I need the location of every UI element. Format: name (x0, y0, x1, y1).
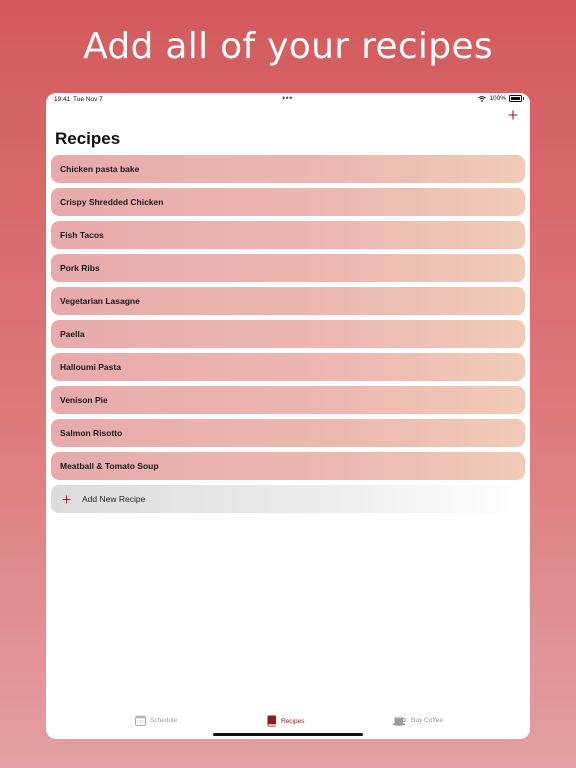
tab-recipes[interactable] (267, 715, 304, 727)
recipe-item[interactable] (51, 452, 525, 480)
plus-icon (62, 495, 71, 504)
tab-bar (46, 705, 530, 739)
add-new-recipe-label: Add New Recipe (82, 494, 146, 504)
add-new-recipe-button[interactable] (51, 485, 525, 513)
tab-schedule[interactable] (135, 715, 177, 726)
recipe-label: Vegetarian Lasagne (60, 296, 140, 306)
recipe-item[interactable] (51, 188, 525, 216)
device-screen (46, 93, 530, 739)
recipe-item[interactable] (51, 254, 525, 282)
multitasking-dots[interactable]: ••• (282, 93, 293, 103)
tab-buy-coffee[interactable] (392, 715, 443, 726)
recipe-item[interactable] (51, 320, 525, 348)
home-indicator[interactable] (213, 733, 363, 736)
tab-buy-coffee-label: Buy Coffee (411, 717, 444, 724)
battery-icon (509, 95, 522, 102)
status-bar (46, 93, 530, 107)
recipe-label: Crispy Shredded Chicken (60, 197, 164, 207)
recipe-item[interactable] (51, 386, 525, 414)
recipe-label: Meatball & Tomato Soup (60, 461, 159, 471)
plus-icon (506, 108, 520, 122)
promo-headline: Add all of your recipes (83, 26, 493, 67)
book-icon (267, 715, 277, 727)
recipe-list (51, 155, 525, 513)
recipe-item[interactable] (51, 221, 525, 249)
recipe-label: Chicken pasta bake (60, 164, 140, 174)
battery-percentage: 100% (489, 95, 506, 102)
recipe-label: Pork Ribs (60, 263, 100, 273)
tab-schedule-label: Schedule (150, 717, 178, 724)
recipe-item[interactable] (51, 419, 525, 447)
wifi-icon (478, 96, 486, 102)
coffee-cup-icon (392, 715, 407, 726)
recipe-label: Venison Pie (60, 395, 108, 405)
recipe-label: Halloumi Pasta (60, 362, 121, 372)
add-recipe-top-button[interactable] (506, 108, 520, 122)
recipe-item[interactable] (51, 287, 525, 315)
status-right-group (478, 95, 522, 102)
calendar-icon (135, 715, 146, 726)
page-title: Recipes (55, 129, 121, 148)
recipe-item[interactable] (51, 155, 525, 183)
recipe-label: Paella (60, 329, 85, 339)
recipe-label: Fish Tacos (60, 230, 104, 240)
status-date: Tue Nov 7 (73, 96, 103, 103)
recipe-item[interactable] (51, 353, 525, 381)
tab-recipes-label: Recipes (281, 717, 305, 725)
recipe-label: Salmon Risotto (60, 428, 123, 438)
status-time: 19:41 (54, 96, 71, 103)
